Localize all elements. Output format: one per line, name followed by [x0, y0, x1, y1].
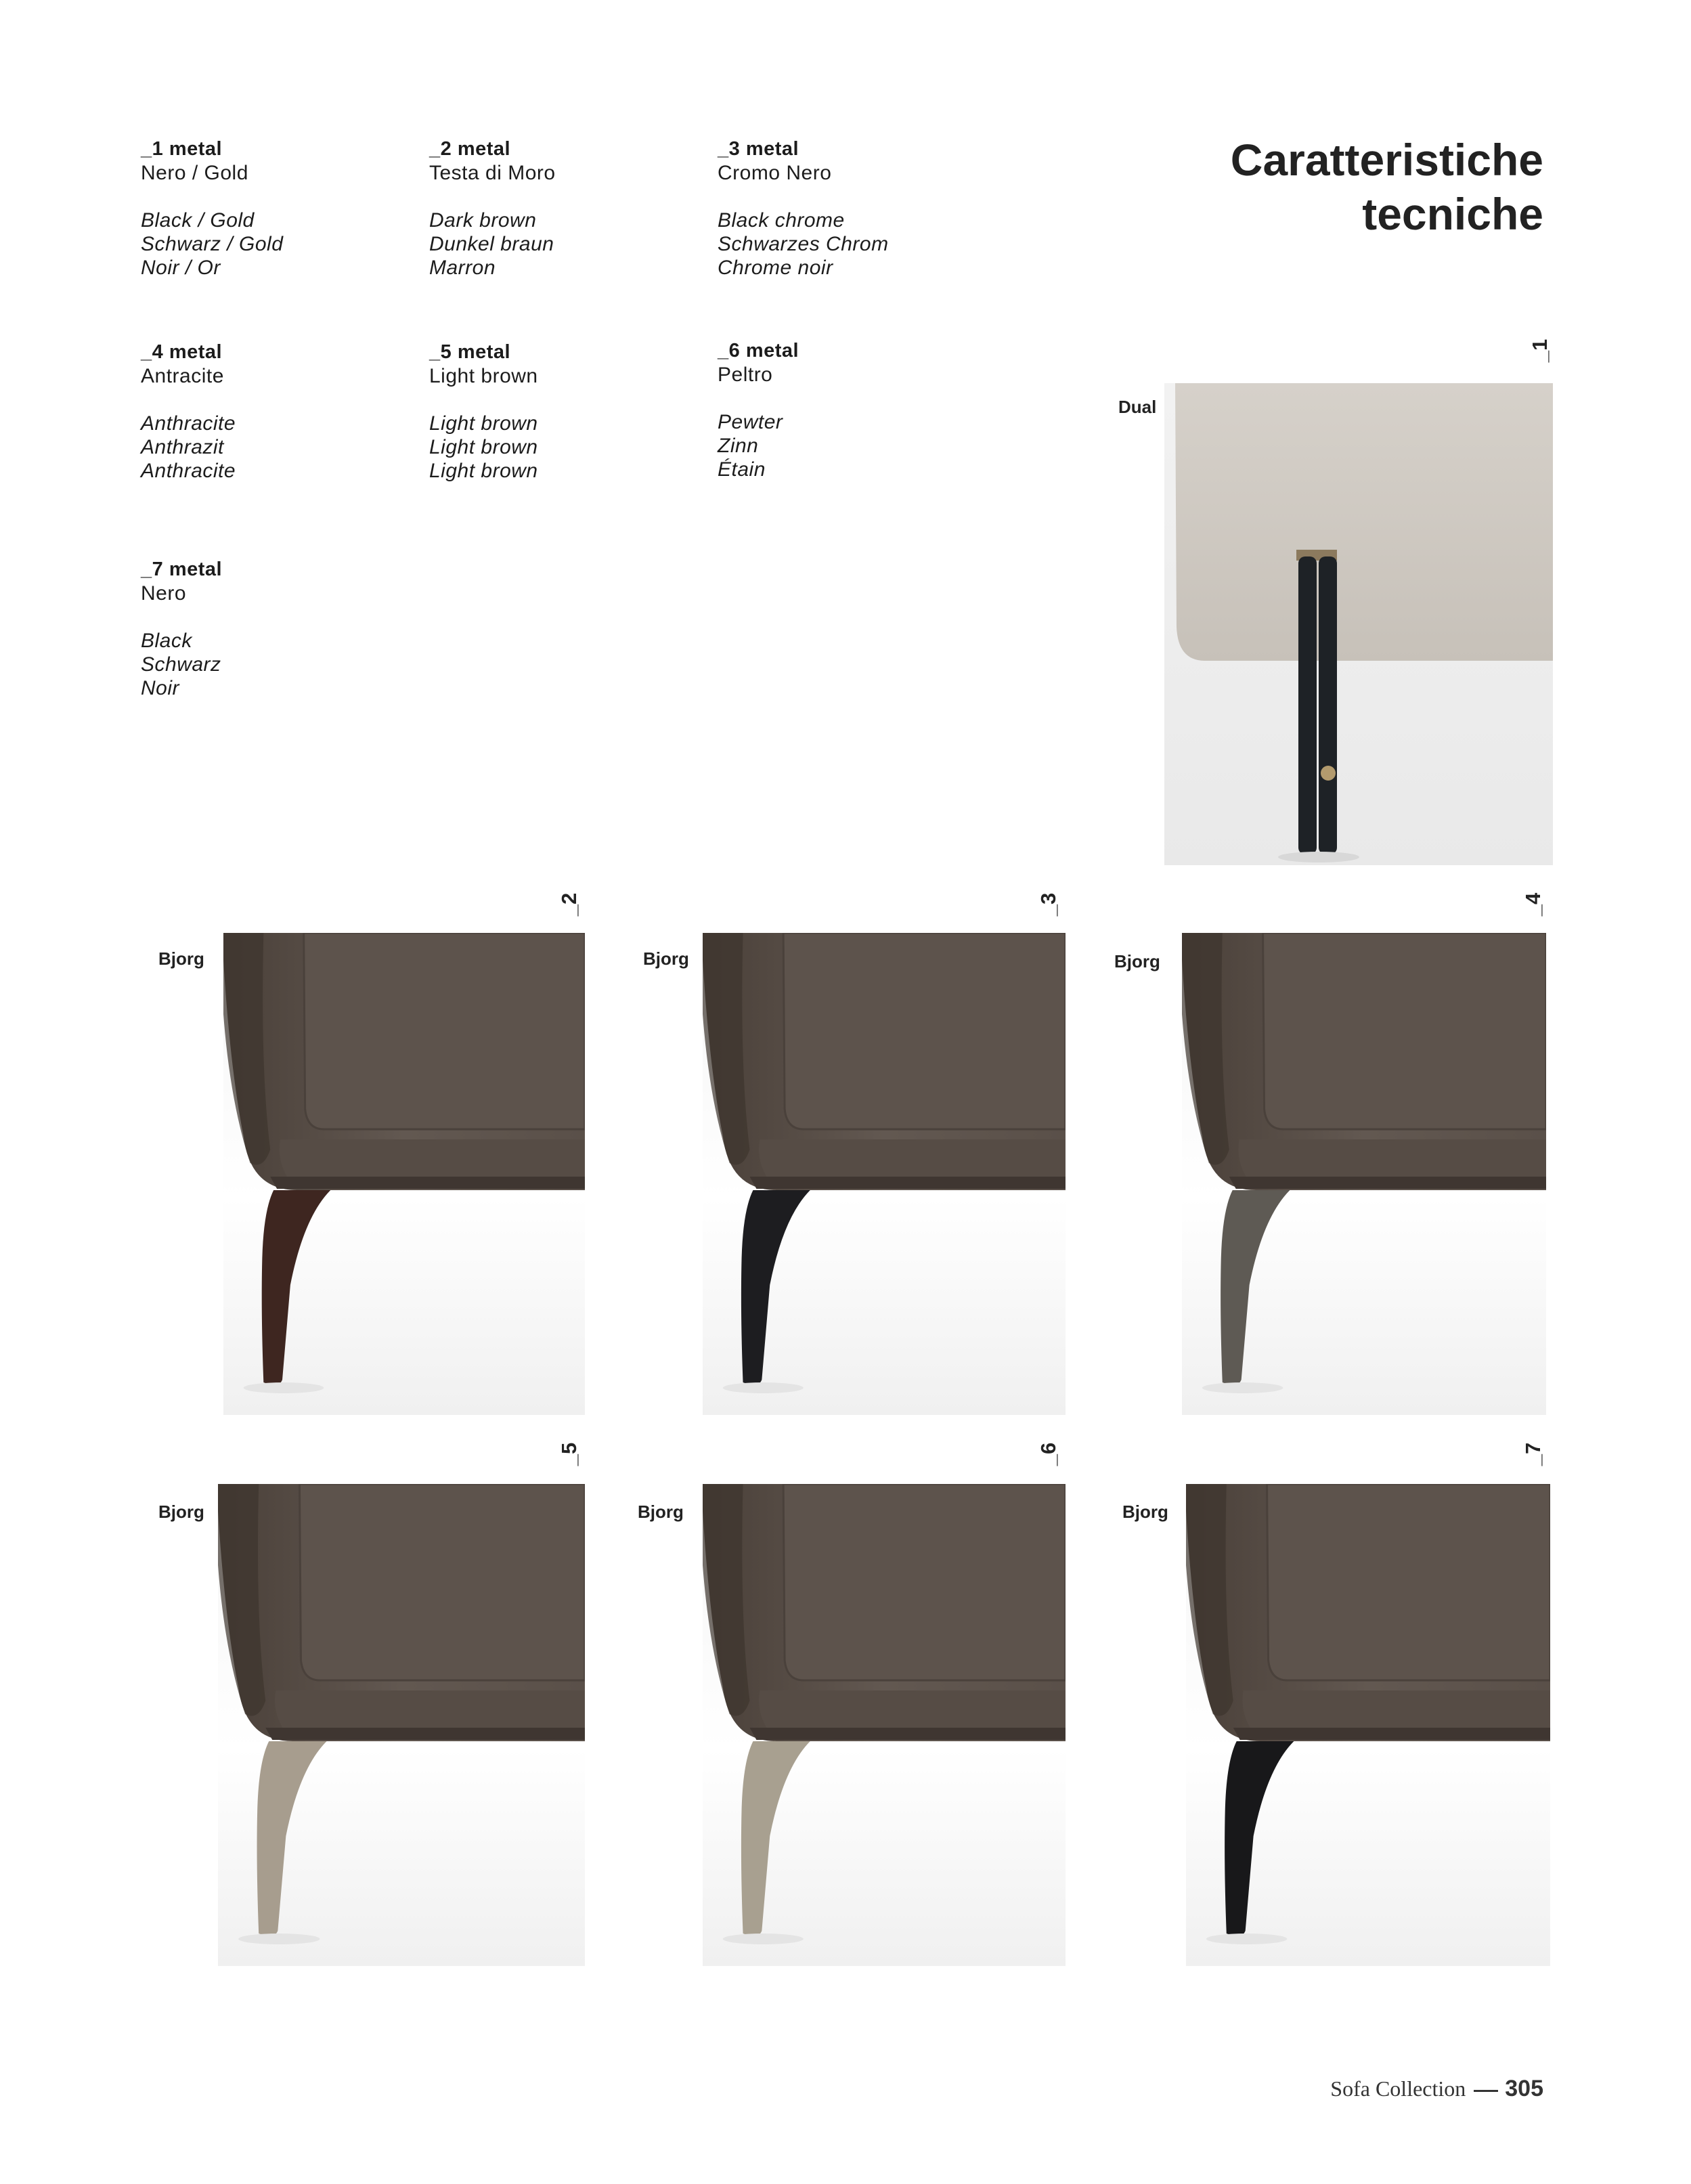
- footer-divider: [1474, 2090, 1498, 2092]
- swatch-code: _5 metal: [429, 341, 511, 363]
- swatch-name-en: Dark brown: [429, 209, 537, 232]
- swatch-name-fr: Étain: [718, 458, 766, 481]
- swatch-name-en: Black chrome: [718, 209, 845, 232]
- swatch-name-fr: Noir / Or: [141, 257, 221, 279]
- page-number: 305: [1505, 2076, 1543, 2101]
- page-footer: [1330, 2076, 1543, 2102]
- swatch-name-it: Nero: [141, 582, 187, 605]
- model-label: Bjorg: [638, 1502, 684, 1522]
- photo-number: _6: [1036, 1442, 1061, 1466]
- photo-number: _3: [1036, 892, 1061, 917]
- model-label: Bjorg: [158, 948, 204, 969]
- swatch-2: [429, 137, 700, 280]
- swatch-name-de: Schwarz / Gold: [141, 233, 284, 255]
- swatch-name-de: Schwarz: [141, 653, 221, 676]
- model-label: Bjorg: [158, 1502, 204, 1522]
- swatch-name-en: Anthracite: [141, 412, 236, 435]
- swatch-name-de: Zinn: [718, 435, 759, 457]
- page-title: [1231, 133, 1543, 241]
- swatch-name-en: Pewter: [718, 411, 783, 433]
- swatch-code: _6 metal: [718, 340, 799, 362]
- swatch-name-it: Nero / Gold: [141, 162, 248, 184]
- photo-number: _1: [1528, 338, 1552, 363]
- swatch-name-en: Light brown: [429, 412, 538, 435]
- swatch-5: [429, 340, 700, 483]
- swatch-code: _3 metal: [718, 138, 799, 160]
- swatch-name-fr: Chrome noir: [718, 257, 833, 279]
- footer-brand: Sofa Collection: [1330, 2076, 1466, 2101]
- photo-bjorg-leg: [1186, 1484, 1550, 1966]
- swatch-name-de: Dunkel braun: [429, 233, 554, 255]
- model-label: Bjorg: [1122, 1502, 1168, 1522]
- swatch-code: _7 metal: [141, 559, 223, 580]
- page-title-line1: Caratteristiche: [1230, 135, 1543, 185]
- swatch-6: [718, 338, 988, 481]
- photo-bjorg-leg: [223, 933, 585, 1415]
- model-label: Bjorg: [1114, 951, 1160, 971]
- swatch-name-en: Black / Gold: [141, 209, 255, 232]
- photo-bjorg-leg: [703, 933, 1066, 1415]
- photo-bjorg-leg: [218, 1484, 585, 1966]
- swatch-1: [141, 137, 412, 280]
- swatch-4: [141, 340, 412, 483]
- swatch-name-it: Peltro: [718, 364, 773, 386]
- swatch-name-it: Light brown: [429, 365, 538, 387]
- photo-bjorg-leg: [703, 1484, 1066, 1966]
- swatch-3: [718, 137, 988, 280]
- swatch-name-de: Schwarzes Chrom: [718, 233, 889, 255]
- photo-number: _2: [557, 892, 581, 917]
- swatch-name-it: Testa di Moro: [429, 162, 556, 184]
- swatch-name-en: Black: [141, 630, 192, 652]
- swatch-code: _4 metal: [141, 341, 223, 363]
- swatch-name-fr: Noir: [141, 677, 180, 699]
- model-label: Dual: [1118, 397, 1157, 417]
- photo-bjorg-leg: [1182, 933, 1546, 1415]
- swatch-7: [141, 557, 412, 700]
- photo-number: _5: [557, 1442, 581, 1466]
- swatch-name-it: Cromo Nero: [718, 162, 832, 184]
- model-label: Bjorg: [643, 948, 689, 969]
- swatch-name-fr: Anthracite: [141, 460, 236, 482]
- photo-number: _7: [1521, 1442, 1545, 1466]
- swatch-code: _1 metal: [141, 138, 223, 160]
- swatch-name-it: Antracite: [141, 365, 224, 387]
- swatch-name-fr: Marron: [429, 257, 496, 279]
- swatch-name-fr: Light brown: [429, 460, 538, 482]
- swatch-name-de: Anthrazit: [141, 436, 224, 458]
- photo-dual-leg: [1164, 383, 1553, 865]
- swatch-code: _2 metal: [429, 138, 511, 160]
- swatch-name-de: Light brown: [429, 436, 538, 458]
- photo-number: _4: [1521, 892, 1545, 917]
- leg-shape: [1298, 556, 1317, 854]
- page-title-line2: tecniche: [1362, 189, 1543, 239]
